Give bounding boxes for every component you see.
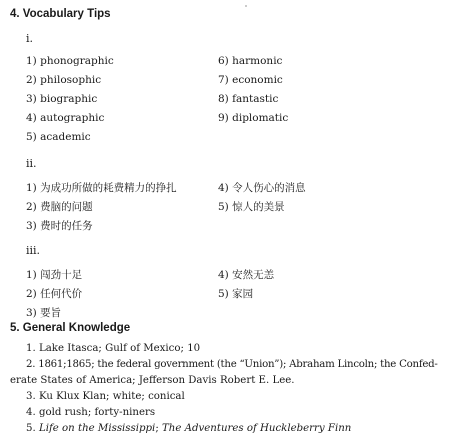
list-item: 5) 家园	[218, 288, 254, 300]
book-title: Life on the Mississippi	[38, 423, 156, 434]
list-item-books	[26, 423, 351, 434]
list-item: 4. gold rush; forty-niners	[26, 407, 156, 418]
list-item: 1) 为成功所做的耗费精力的挣扎	[26, 182, 177, 194]
list-item-continuation: erate States of America; Jefferson Davis Robert E. Lee.	[10, 375, 295, 386]
list-item: 2) 任何代价	[26, 288, 83, 300]
list-item: 7) economic	[218, 74, 283, 86]
list-item: 1) 闯劲十足	[26, 269, 83, 281]
section-4-title: 4. Vocabulary Tips	[10, 8, 111, 20]
part-i-label: i.	[26, 32, 34, 45]
section-5-title: 5. General Knowledge	[10, 322, 131, 334]
list-item: 5) academic	[26, 131, 91, 143]
list-item: 2) philosophic	[26, 74, 102, 86]
separator: ;	[155, 423, 159, 434]
item-number: 5.	[26, 423, 36, 434]
part-iii-label: iii.	[26, 244, 41, 257]
list-item: 2. 1861;1865; the federal government (the “Union”); Abraham Lincoln; the Confed-	[26, 359, 438, 370]
list-item: 2) 费脑的问题	[26, 201, 93, 213]
list-item: 3) biographic	[26, 93, 98, 105]
part-ii-label: ii.	[26, 157, 37, 170]
list-item: 3. Ku Klux Klan; white; conical	[26, 391, 185, 402]
list-item: 6) harmonic	[218, 55, 283, 67]
scan-speck	[245, 5, 247, 7]
list-item: 1) phonographic	[26, 55, 114, 67]
list-item: 1. Lake Itasca; Gulf of Mexico; 10	[26, 343, 201, 354]
list-item: 4) 令人伤心的消息	[218, 182, 306, 194]
list-item: 8) fantastic	[218, 93, 279, 105]
list-item: 5) 惊人的美景	[218, 201, 285, 213]
list-item: 3) 要旨	[26, 307, 62, 319]
book-title: The Adventures of Huckleberry Finn	[162, 423, 352, 434]
list-item: 4) autographic	[26, 112, 105, 124]
list-item: 3) 费时的任务	[26, 220, 93, 232]
list-item: 4) 安然无恙	[218, 269, 275, 281]
list-item: 9) diplomatic	[218, 112, 289, 124]
